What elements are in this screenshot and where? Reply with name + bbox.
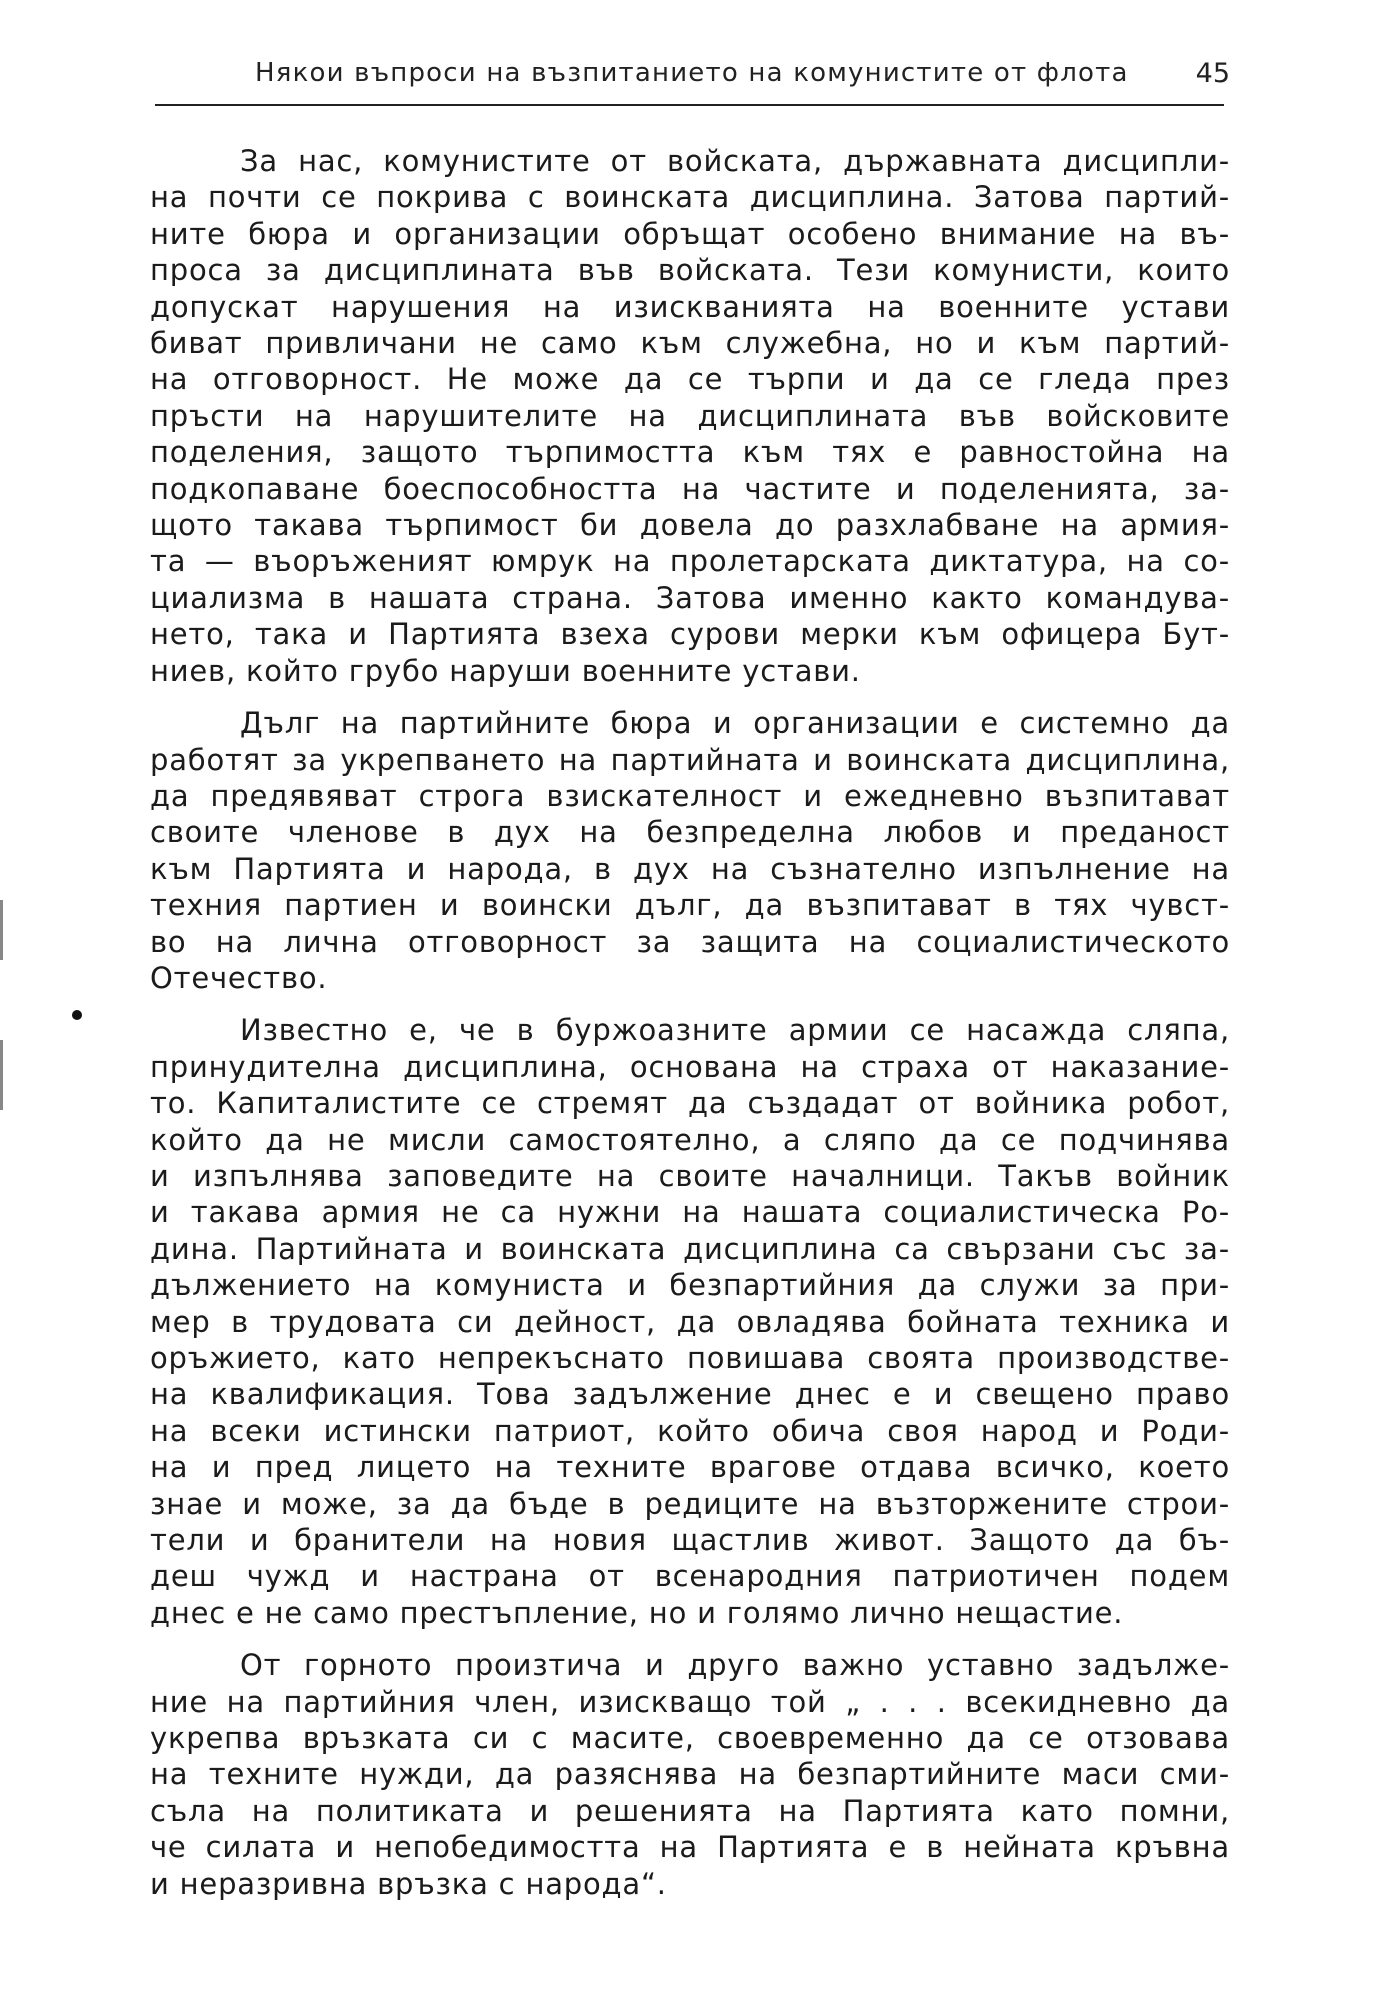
text-line: укрепва връзката си с масите, своевременно да се отзовава (150, 1721, 1230, 1756)
text-line: ние на партийния член, изискващо той „ . . . всекидневно да (150, 1684, 1230, 1719)
text-line: днес е не само престъпление, но и голямо лично нещастие. (150, 1595, 1124, 1630)
text-line: към Партията и народа, в дух на съзнателно изпълнение на (150, 851, 1230, 886)
margin-mark (0, 900, 3, 960)
text-line: Известно е, че в буржоазните армии се насажда сляпа, (240, 1013, 1230, 1048)
text-line: дина. Партийната и воинската дисциплина са свързани със за- (150, 1231, 1230, 1266)
text-line: Дълг на партийните бюра и организации е системно да (240, 706, 1230, 741)
paragraph (150, 1012, 1230, 1631)
text-line: поделения, защото търпимостта към тях е равностойна на (150, 435, 1230, 470)
text-line: на почти се покрива с воинската дисциплина. Затова партий- (150, 180, 1230, 215)
text-line: и такава армия не са нужни на нашата социалистическа Ро- (150, 1195, 1230, 1230)
text-line: дължението на комуниста и безпартийния да служи за при- (150, 1268, 1230, 1303)
text-line: който да не мисли самостоятелно, а сляпо да се подчинява (150, 1122, 1230, 1157)
text-line: на и пред лицето на техните врагове отдава всичко, което (150, 1450, 1230, 1485)
running-header (155, 58, 1230, 106)
text-line: ниев, който грубо наруши военните устави. (150, 653, 861, 688)
running-title: Някои въпроси на възпитанието на комунистите от флота (255, 58, 1129, 88)
paragraph (150, 1647, 1230, 1902)
text-line: на техните нужди, да разяснява на безпартийните маси сми- (150, 1757, 1230, 1792)
text-line: то. Капиталистите се стремят да създадат от войника робот, (150, 1086, 1230, 1121)
text-line: принудителна дисциплина, основана на страха от наказание- (150, 1049, 1230, 1084)
text-line: оръжието, като непрекъснато повишава своята производстве- (150, 1341, 1230, 1375)
text-line: та — въоръженият юмрук на пролетарската диктатура, на со- (150, 544, 1230, 579)
text-line: циализма в нашата страна. Затова именно както командува- (150, 580, 1230, 615)
text-line: и изпълнява заповедите на своите началници. Такъв войник (150, 1158, 1230, 1193)
text-line: За нас, комунистите от войската, държавната дисципли- (240, 144, 1230, 178)
text-line: во на лична отговорност за защита на социалистическото (150, 924, 1230, 959)
text-line: тели и бранители на новия щастлив живот. Защото да бъ- (150, 1523, 1230, 1558)
text-line: и неразривна връзка с народа“. (150, 1866, 667, 1901)
text-line: биват привличани не само към служебна, но и към партий- (150, 326, 1230, 361)
text-line: техния партиен и воински дълг, да възпитават в тях чувст- (150, 888, 1230, 923)
text-line: работят за укрепването на партийната и воинската дисциплина, (150, 742, 1230, 777)
text-line: нето, така и Партията взеха сурови мерки към офицера Бут- (150, 617, 1230, 652)
text-line: проса за дисциплината във войската. Тези комунисти, които (150, 253, 1230, 288)
text-line: че силата и непобедимостта на Партията е в нейната кръвна (150, 1830, 1230, 1865)
text-line: на квалификация. Това задължение днес е и свещено право (150, 1377, 1230, 1412)
text-line: съла на политиката и решенията на Партията като помни, (150, 1793, 1230, 1828)
text-line: на всеки истински патриот, който обича своя народ и Роди- (150, 1413, 1230, 1448)
text-line: на отговорност. Не може да се търпи и да се гледа през (150, 362, 1230, 397)
text-line: От горното произтича и друго важно уставно задълже- (240, 1648, 1230, 1683)
body-text (150, 143, 1230, 1918)
text-line: допускат нарушения на изискванията на военните устави (150, 289, 1230, 324)
text-line: деш чужд и настрана от всенародния патриотичен подем (150, 1559, 1230, 1594)
text-line: своите членове в дух на безпределна любов и преданост (150, 815, 1230, 850)
paragraph (150, 705, 1230, 996)
text-line: да предявяват строга взискателност и ежедневно възпитават (150, 778, 1230, 813)
margin-dot (72, 1010, 82, 1020)
text-line: мер в трудовата си дейност, да овладява бойната техника и (150, 1304, 1230, 1339)
text-line: пръсти на нарушителите на дисциплината във войсковите (150, 398, 1230, 433)
text-line: Отечество. (150, 960, 328, 995)
text-line: щото такава търпимост би довела до разхлабване на армия- (150, 508, 1230, 543)
margin-mark (0, 1040, 3, 1110)
text-line: знае и може, за да бъде в редиците на възторжените строи- (150, 1486, 1230, 1521)
paragraph (150, 143, 1230, 689)
text-line: подкопаване боеспособността на частите и поделенията, за- (150, 471, 1230, 506)
page-number: 45 (1195, 58, 1230, 89)
text-line: ните бюра и организации обръщат особено внимание на въ- (150, 216, 1230, 251)
